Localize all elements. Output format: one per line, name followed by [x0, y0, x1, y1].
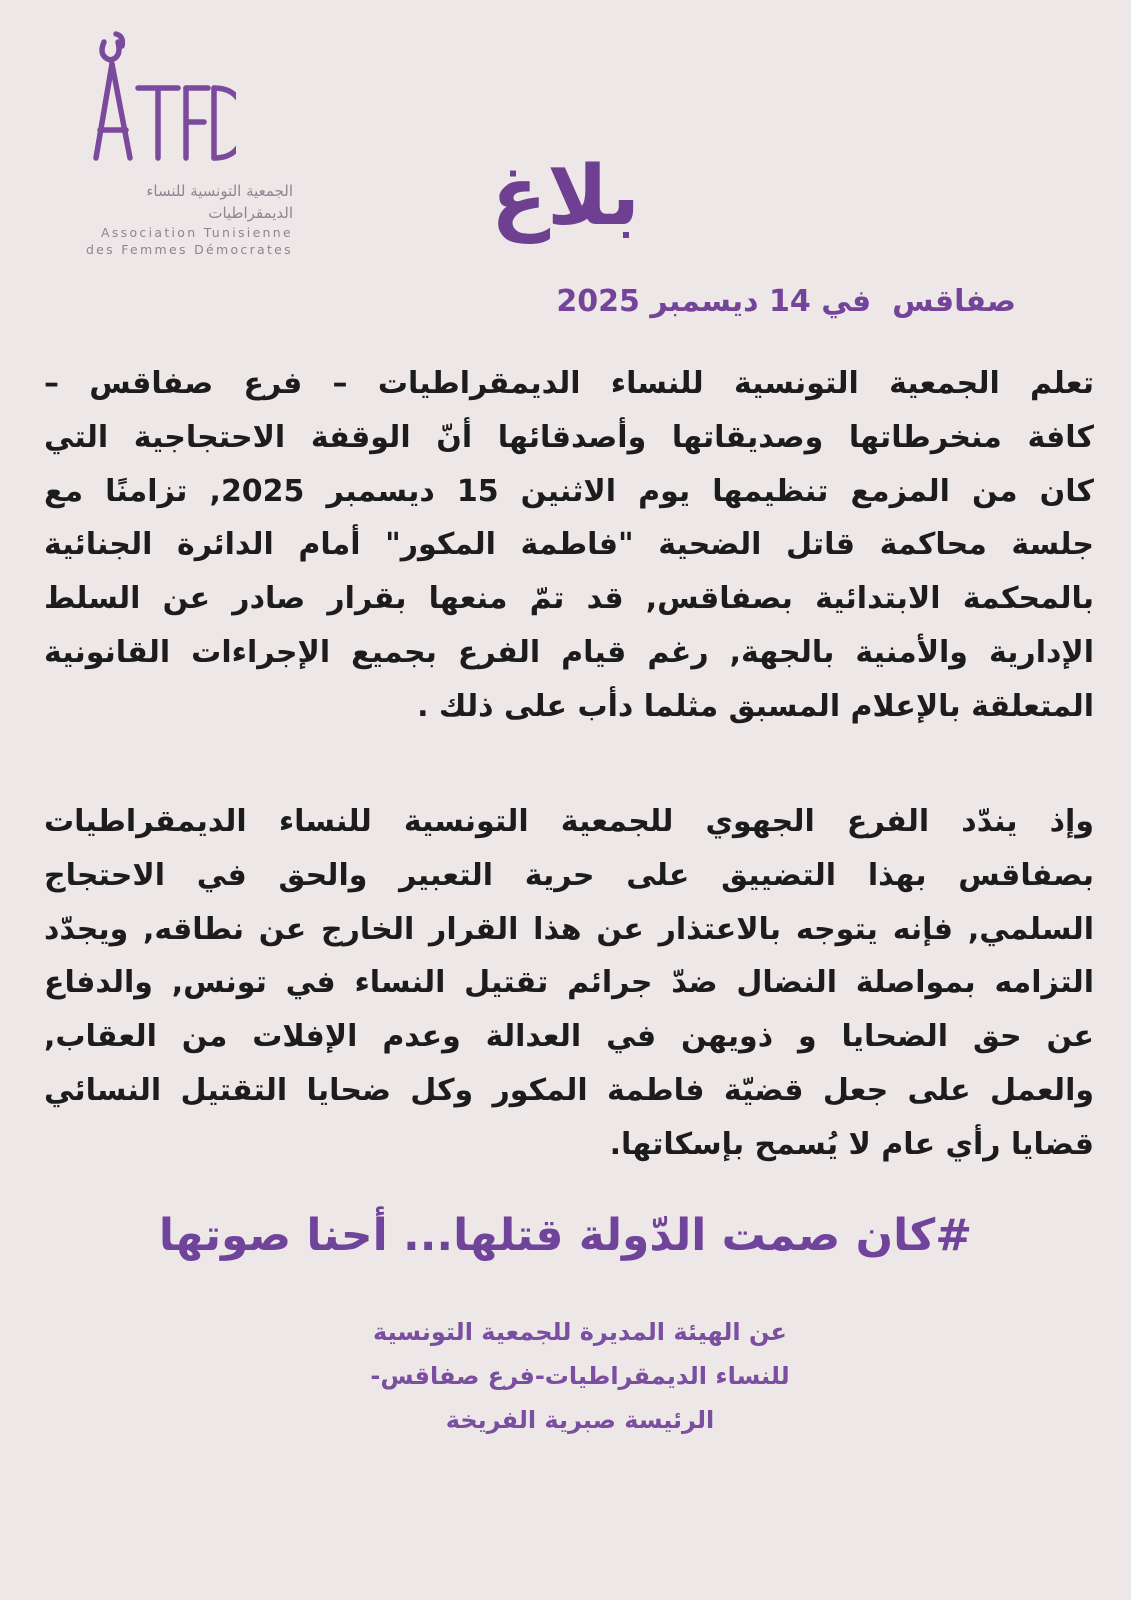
paragraph-line: والعمل على جعل قضيّة فاطمة المكور وكل ضحايا التقتيل النسائي: [44, 1072, 1094, 1108]
paragraph-line: المتعلقة بالإعلام المسبق مثلما دأب على ذلك .: [417, 688, 1094, 724]
dateline: صفاقس في 14 ديسمبر 2025: [556, 284, 1016, 319]
paragraph-line: السلمي, فإنه يتوجه بالاعتذار عن هذا القرار الخارج عن نطاقه, ويجدّد: [44, 911, 1094, 947]
signature-line-1: عن الهيئة المديرة للجمعية التونسية: [373, 1318, 787, 1346]
paragraph-line: قضايا رأي عام لا يُسمح بإسكاتها.: [609, 1126, 1094, 1162]
paragraph-line: الإدارية والأمنية بالجهة, رغم قيام الفرع بجميع الإجراءات القانونية: [44, 634, 1094, 670]
paragraph-line: عن حق الضحايا و ذويهن في العدالة وعدم الإفلات من العقاب,: [44, 1019, 1094, 1055]
logo-arabic-name: الجمعية التونسية للنساء الديمقراطيات: [146, 182, 293, 222]
page-title: بلاغ: [490, 149, 641, 244]
paragraph-line: كان من المزمع تنظيمها يوم الاثنين 15 ديسمبر 2025, تزامنًا مع: [44, 473, 1094, 509]
paragraph-2: [44, 795, 1094, 1172]
paragraph-line: تعلم الجمعية التونسية للنساء الديمقراطيات – فرع صفاقس –: [44, 366, 1094, 401]
signature-line-3: الرئيسة صبرية الفريخة: [445, 1406, 715, 1434]
paragraph-line: كافة منخرطاتها وصديقاتها وأصدقائها أنّ الوقفة الاحتجاجية التي: [44, 419, 1094, 455]
paragraph-line: التزامه بمواصلة النضال ضدّ جرائم تقتيل النساء في تونس, والدفاع: [44, 965, 1094, 1001]
paragraph-line: بصفاقس بهذا التضييق على حرية التعبير والحق في الاحتجاج: [44, 857, 1094, 893]
paragraph-line: بالمحكمة الابتدائية بصفاقس, قد تمّ منعها بقرار صادر عن السلط: [44, 581, 1094, 617]
signature-block: [330, 1310, 830, 1442]
signature-line-2: للنساء الديمقراطيات-فرع صفاقس-: [370, 1362, 790, 1390]
logo-french-line-2: des Femmes Démocrates: [85, 242, 293, 257]
paragraph-line: جلسة محاكمة قاتل الضحية "فاطمة المكور" أمام الدائرة الجنائية: [44, 527, 1094, 563]
campaign-hashtag: #كان صمت الدّولة قتلها... أحنا صوتها: [158, 1210, 973, 1261]
paragraph-1: [44, 357, 1094, 734]
logo-french-line-1: Association Tunisienne: [100, 225, 293, 240]
paragraph-line: وإذ يندّد الفرع الجهوي للجمعية التونسية للنساء الديمقراطيات: [44, 804, 1094, 839]
